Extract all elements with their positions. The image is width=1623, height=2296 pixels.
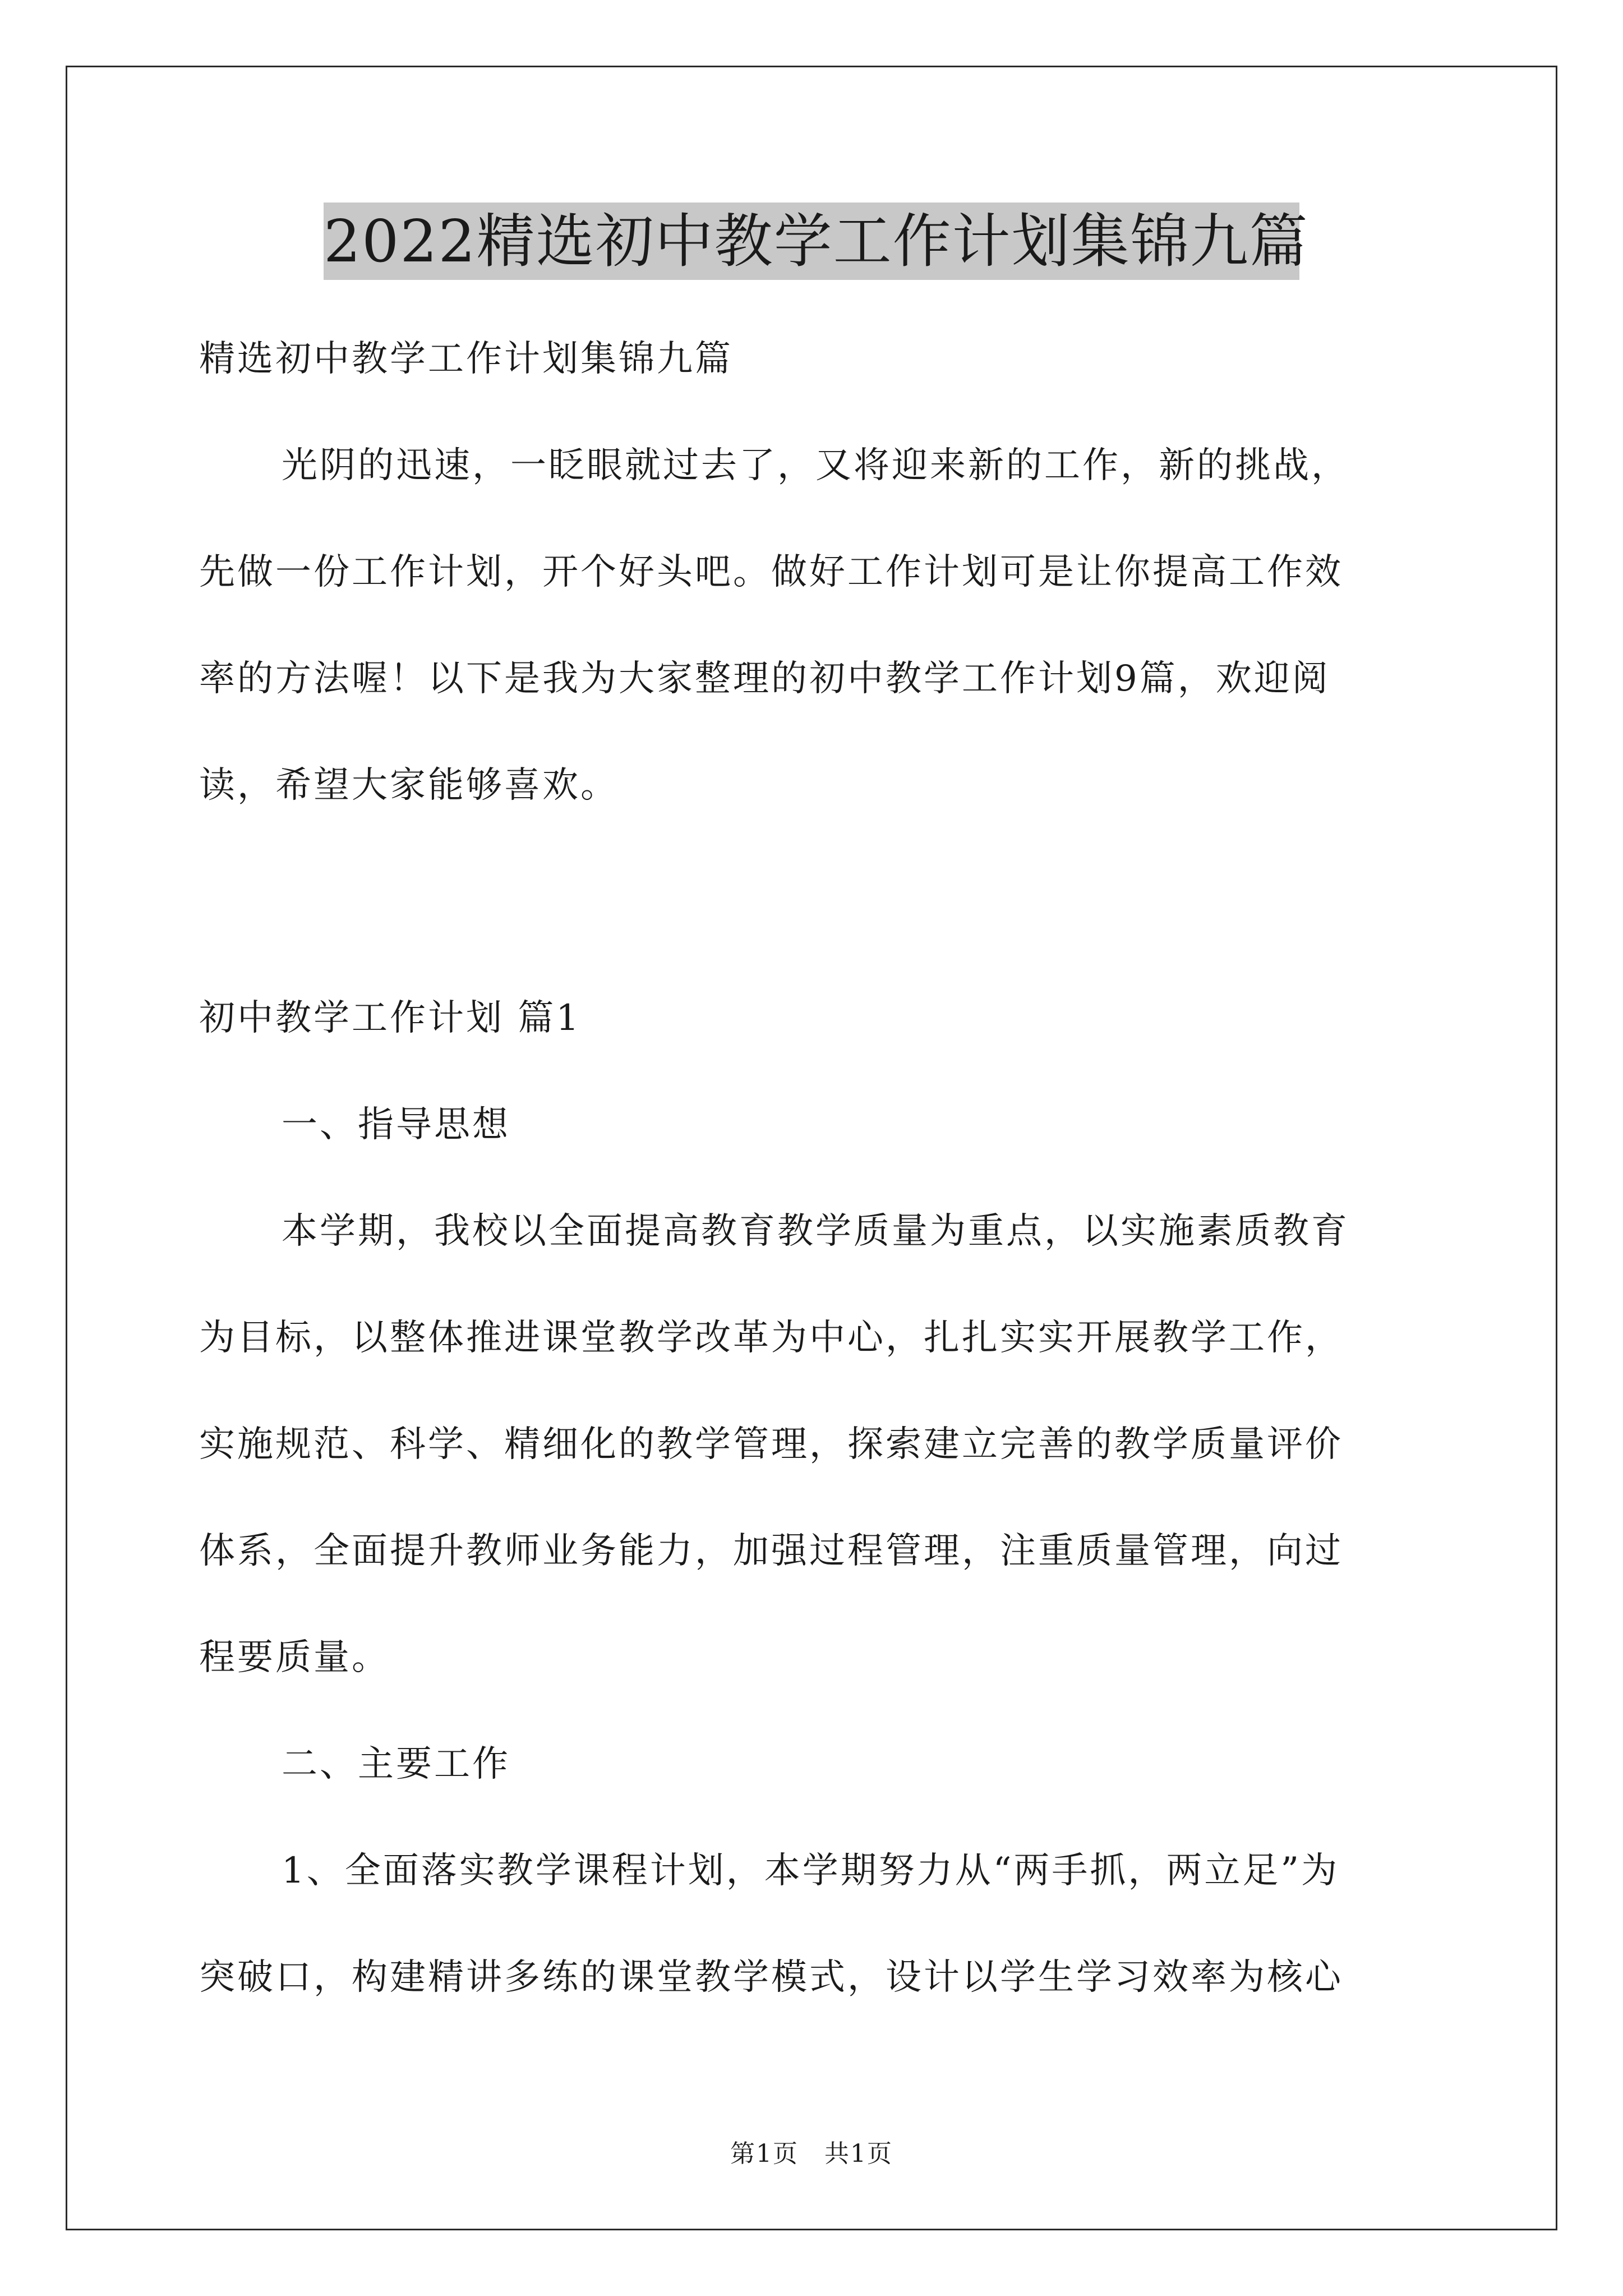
heading-guiding-ideology <box>199 1071 1433 1178</box>
intro-line: 先做一份工作计划，开个好头吧。做好工作计划可是让你提高工作效 <box>199 551 1343 593</box>
heading-text: 二、主要工作 <box>282 1743 510 1785</box>
intro-line: 率的方法喔！以下是我为大家整理的初中教学工作计划9篇，欢迎阅 <box>199 658 1330 700</box>
paragraph-guiding-ideology <box>199 1178 1433 1711</box>
section-heading-text: 初中教学工作计划 篇1 <box>199 997 582 1039</box>
paragraph-line: 程要质量。 <box>199 1637 390 1678</box>
paragraph-line: 突破口，构建精讲多练的课堂教学模式，设计以学生学习效率为核心 <box>199 1957 1343 1998</box>
heading-main-work <box>199 1711 1433 1818</box>
intro-paragraph <box>199 412 1433 839</box>
section-heading <box>199 965 1433 1071</box>
paragraph-line: 体系，全面提升教师业务能力，加强过程管理，注重质量管理，向过 <box>199 1530 1343 1572</box>
paragraph-main-work <box>199 1818 1433 2031</box>
paragraph-line: 为目标，以整体推进课堂教学改革为中心，扎扎实实开展教学工作， <box>199 1317 1343 1359</box>
intro-line: 光阴的迅速，一眨眼就过去了，又将迎来新的工作，新的挑战， <box>282 445 1349 486</box>
intro-line: 读，希望大家能够喜欢。 <box>199 765 619 806</box>
paragraph-line: 实施规范、科学、精细化的教学管理，探索建立完善的教学质量评价 <box>199 1424 1343 1465</box>
heading-text: 一、指导思想 <box>282 1104 510 1145</box>
subtitle-text: 精选初中教学工作计划集锦九篇 <box>199 338 733 380</box>
document-title: 2022精选初中教学工作计划集锦九篇 <box>324 203 1299 280</box>
page-footer: 第1页 共1页 <box>730 2139 893 2168</box>
document-subtitle <box>199 306 1433 412</box>
paragraph-line: 1、全面落实教学课程计划，本学期努力从“两手抓，两立足”为 <box>282 1850 1340 1892</box>
paragraph-line: 本学期，我校以全面提高教育教学质量为重点，以实施素质教育 <box>282 1211 1349 1252</box>
